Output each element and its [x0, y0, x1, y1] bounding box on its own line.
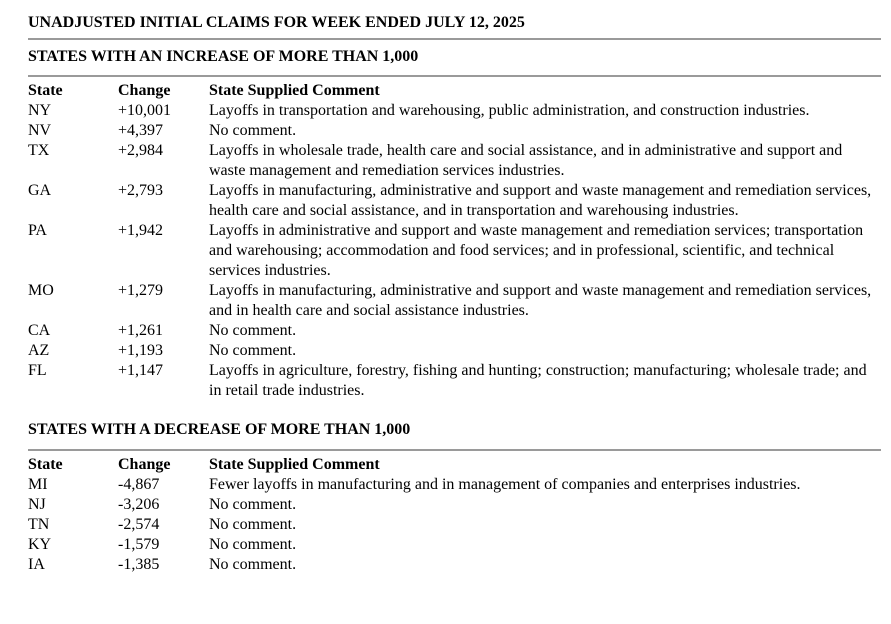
change-cell: -4,867	[118, 476, 160, 493]
change-cell: +10,001	[118, 102, 172, 119]
table-row	[28, 535, 881, 555]
comment-cell: Layoffs in administrative and support and waste management and remediation services; transportation and warehousing; accommodation and food services; and in professional, scientific, and technical services industries.	[209, 222, 864, 279]
increase-section-heading: STATES WITH AN INCREASE OF MORE THAN 1,000	[28, 48, 419, 65]
increase-table	[28, 81, 881, 401]
table-row	[28, 221, 881, 281]
table-row	[28, 361, 881, 401]
state-cell: KY	[28, 536, 52, 553]
table-row	[28, 475, 881, 495]
page-title: UNADJUSTED INITIAL CLAIMS FOR WEEK ENDED JULY 12, 2025	[28, 14, 525, 31]
table-row	[28, 341, 881, 361]
state-column-header: State	[28, 456, 63, 473]
comment-cell: Layoffs in wholesale trade, health care and social assistance, and in administrative and support and waste management and remediation services industries.	[209, 142, 843, 179]
table-row	[28, 321, 881, 341]
table-row	[28, 121, 881, 141]
state-cell: FL	[28, 362, 47, 379]
comment-cell: No comment.	[209, 342, 297, 359]
state-cell: TN	[28, 516, 50, 533]
change-cell: -3,206	[118, 496, 160, 513]
decrease-section-heading: STATES WITH A DECREASE OF MORE THAN 1,000	[28, 421, 411, 438]
change-cell: +4,397	[118, 122, 164, 139]
table-header-row	[28, 455, 881, 475]
claims-report	[28, 12, 881, 575]
table-row	[28, 515, 881, 535]
comment-column-header: State Supplied Comment	[209, 456, 380, 473]
comment-cell: No comment.	[209, 122, 297, 139]
change-cell: -1,385	[118, 556, 160, 573]
comment-cell: No comment.	[209, 536, 297, 553]
comment-cell: Layoffs in manufacturing, administrative and support and waste management and remediation services, and in health care and social assistance industries.	[209, 282, 872, 319]
state-cell: CA	[28, 322, 51, 339]
comment-cell: No comment.	[209, 516, 297, 533]
state-cell: NJ	[28, 496, 46, 513]
state-cell: MO	[28, 282, 54, 299]
state-cell: IA	[28, 556, 45, 573]
table-row	[28, 181, 881, 221]
comment-cell: Fewer layoffs in manufacturing and in management of companies and enterprises industries.	[209, 476, 801, 493]
divider	[28, 38, 881, 40]
comment-cell: No comment.	[209, 496, 297, 513]
state-column-header: State	[28, 82, 63, 99]
change-cell: +1,147	[118, 362, 164, 379]
change-column-header: Change	[118, 456, 171, 473]
change-cell: +1,279	[118, 282, 164, 299]
state-cell: GA	[28, 182, 52, 199]
change-cell: +2,984	[118, 142, 164, 159]
change-column-header: Change	[118, 82, 171, 99]
state-cell: NV	[28, 122, 52, 139]
change-cell: +1,193	[118, 342, 164, 359]
table-row	[28, 495, 881, 515]
table-header-row	[28, 81, 881, 101]
comment-cell: Layoffs in manufacturing, administrative and support and waste management and remediation services, health care and social assistance, and in transportation and warehousing industries.	[209, 182, 872, 219]
comment-cell: No comment.	[209, 322, 297, 339]
state-cell: AZ	[28, 342, 50, 359]
change-cell: +1,261	[118, 322, 164, 339]
comment-column-header: State Supplied Comment	[209, 82, 380, 99]
table-row	[28, 141, 881, 181]
state-cell: NY	[28, 102, 52, 119]
divider	[28, 75, 881, 77]
state-cell: MI	[28, 476, 48, 493]
change-cell: +2,793	[118, 182, 164, 199]
state-cell: PA	[28, 222, 47, 239]
comment-cell: Layoffs in transportation and warehousing, public administration, and construction industries.	[209, 102, 810, 119]
comment-cell: No comment.	[209, 556, 297, 573]
table-row	[28, 101, 881, 121]
decrease-table	[28, 455, 881, 575]
table-row	[28, 281, 881, 321]
change-cell: -1,579	[118, 536, 160, 553]
divider	[28, 449, 881, 451]
table-row	[28, 555, 881, 575]
state-cell: TX	[28, 142, 50, 159]
change-cell: -2,574	[118, 516, 160, 533]
comment-cell: Layoffs in agriculture, forestry, fishing and hunting; construction; manufacturing; wholesale trade; and in retail trade industries.	[209, 362, 867, 399]
change-cell: +1,942	[118, 222, 164, 239]
